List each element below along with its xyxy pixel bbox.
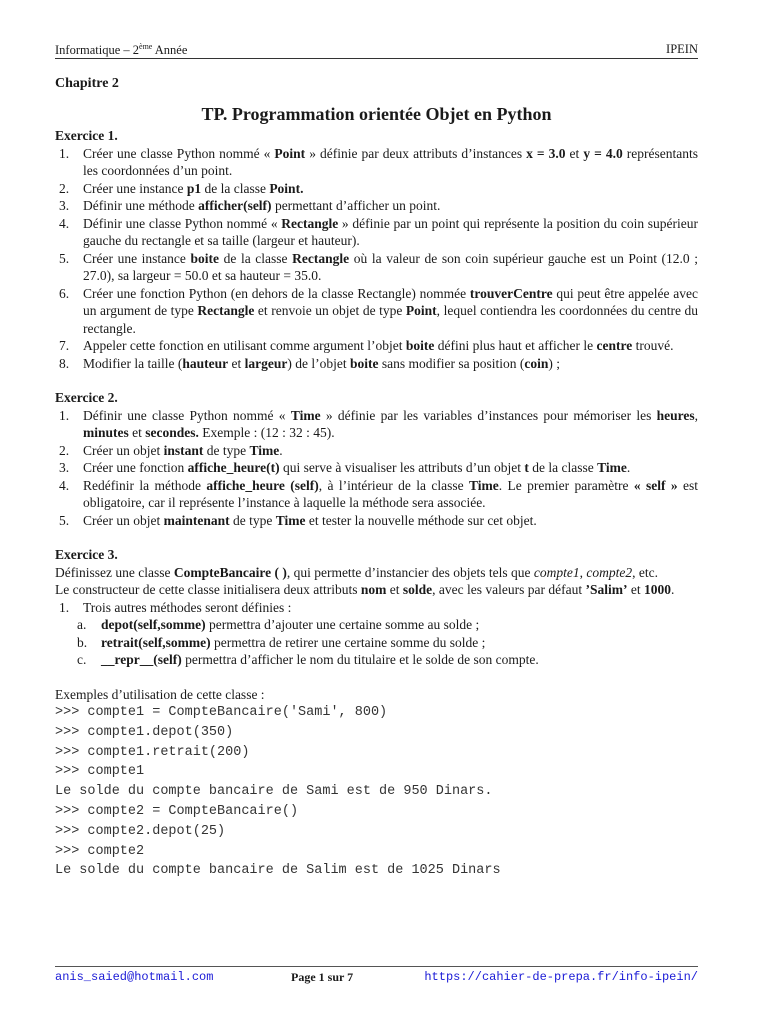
list-item: c. __repr__(self) permettra d’afficher le nom du titulaire et le solde de son compte.: [77, 652, 539, 667]
exercise-3-intro: Définissez une classe CompteBancaire ( ), qui permette d’instancier des objets tels que compte1, compte2, etc.: [55, 564, 658, 580]
chapter-label: Chapitre 2: [55, 76, 119, 91]
list-item: 1. Définir une classe Python nommé « Time » définie par les variables d’instances pour mémoriser les heures, minutes et secondes. Exemple : (12 : 32 : 45).: [59, 407, 698, 440]
list-item: 3. Définir une méthode afficher(self) permettant d’afficher un point.: [59, 198, 441, 213]
header-course: Informatique – 2ème Année: [55, 42, 188, 58]
code-line: >>> compte1 = CompteBancaire('Sami', 800): [55, 705, 388, 720]
footer-email-link[interactable]: anis_saied@hotmail.com: [55, 970, 214, 984]
exercise-2-list: [55, 407, 698, 530]
document-body: [55, 127, 698, 881]
exercise-2-heading: Exercice 2.: [55, 390, 118, 405]
page-number: Page 1 sur 7: [291, 970, 354, 984]
list-item: 1. Trois autres méthodes seront définies :: [59, 599, 292, 615]
header-school: IPEIN: [666, 42, 698, 56]
list-item: 1. Créer une classe Python nommé « Point » définie par deux attributs d’instances x = 3.0 et y = 4.0 représentants les coordonnées d’un point.: [59, 145, 698, 178]
list-item: 7. Appeler cette fonction en utilisant comme argument l’objet boite défini plus haut et afficher le centre trouvé.: [59, 338, 674, 353]
page-header: [55, 42, 698, 59]
exercise-3-list: [55, 599, 698, 617]
list-item: 3. Créer une fonction affiche_heure(t) qui serve à visualiser les attributs d’un objet t de la classe Time.: [59, 460, 631, 475]
list-item: 2. Créer un objet instant de type Time.: [59, 442, 283, 458]
exercise-1-list: [55, 145, 698, 373]
exercise-3-constructor: Le constructeur de cette classe initialisera deux attributs nom et solde, avec les valeurs par défaut ’Salim’ et 1000.: [55, 582, 675, 597]
list-item: b. retrait(self,somme) permettra de retirer une certaine somme du solde ;: [77, 634, 486, 650]
code-line: >>> compte2.depot(25): [55, 823, 226, 839]
list-item: 2. Créer une instance p1 de la classe Point.: [59, 180, 304, 196]
list-item: a. depot(self,somme) permettra d’ajouter une certaine somme au solde ;: [77, 617, 480, 632]
code-line: >>> compte1: [55, 764, 145, 780]
list-item: 8. Modifier la taille (hauteur et largeur) de l’objet boite sans modifier sa position (coin) ;: [59, 355, 560, 371]
code-line: >>> compte2 = CompteBancaire(): [55, 803, 299, 819]
exercise-1-heading: Exercice 1.: [55, 128, 118, 143]
examples-intro: Exemples d’utilisation de cette classe :: [55, 686, 265, 702]
exercise-3-heading: Exercice 3.: [55, 547, 118, 562]
footer-url-link[interactable]: https://cahier-de-prepa.fr/info-ipein/: [424, 970, 698, 984]
list-item: 4. Redéfinir la méthode affiche_heure (self), à l’intérieur de la classe Time. Le premier paramètre « self » est obligatoire, car il représente l’instance à laquelle la méthode sera associée.: [59, 477, 699, 510]
page-title: TP. Programmation orientée Objet en Python: [201, 104, 552, 124]
code-example: [55, 703, 698, 881]
list-item: 5. Créer une instance boite de la classe Rectangle où la valeur de son coin supérieur gauche est un Point (12.0 ; 27.0), sa largeur = 50.0 et sa hauteur = 35.0.: [59, 250, 699, 283]
list-item: 4. Définir une classe Python nommé « Rectangle » définie par un point qui représente la position du coin supérieur gauche du rectangle et sa taille (largeur et hauteur).: [59, 215, 698, 248]
exercise-3-sublist: [55, 616, 698, 669]
code-line: Le solde du compte bancaire de Sami est de 950 Dinars.: [55, 784, 493, 800]
page-footer: [55, 966, 698, 989]
list-item: 6. Créer une fonction Python (en dehors de la classe Rectangle) nommée trouverCentre qui peut être appelée avec un argument de type Rectangle et renvoie un objet de type Point, lequel contiendra les coordonnées du centre du rectangle.: [59, 285, 699, 336]
list-item: 5. Créer un objet maintenant de type Time et tester la nouvelle méthode sur cet objet.: [59, 512, 537, 528]
code-line: >>> compte1.depot(350): [55, 724, 234, 740]
code-line: >>> compte2: [55, 843, 145, 859]
document-page: [55, 0, 698, 1024]
code-line: >>> compte1.retrait(200): [55, 744, 250, 760]
code-line: Le solde du compte bancaire de Salim est de 1025 Dinars: [55, 863, 501, 879]
